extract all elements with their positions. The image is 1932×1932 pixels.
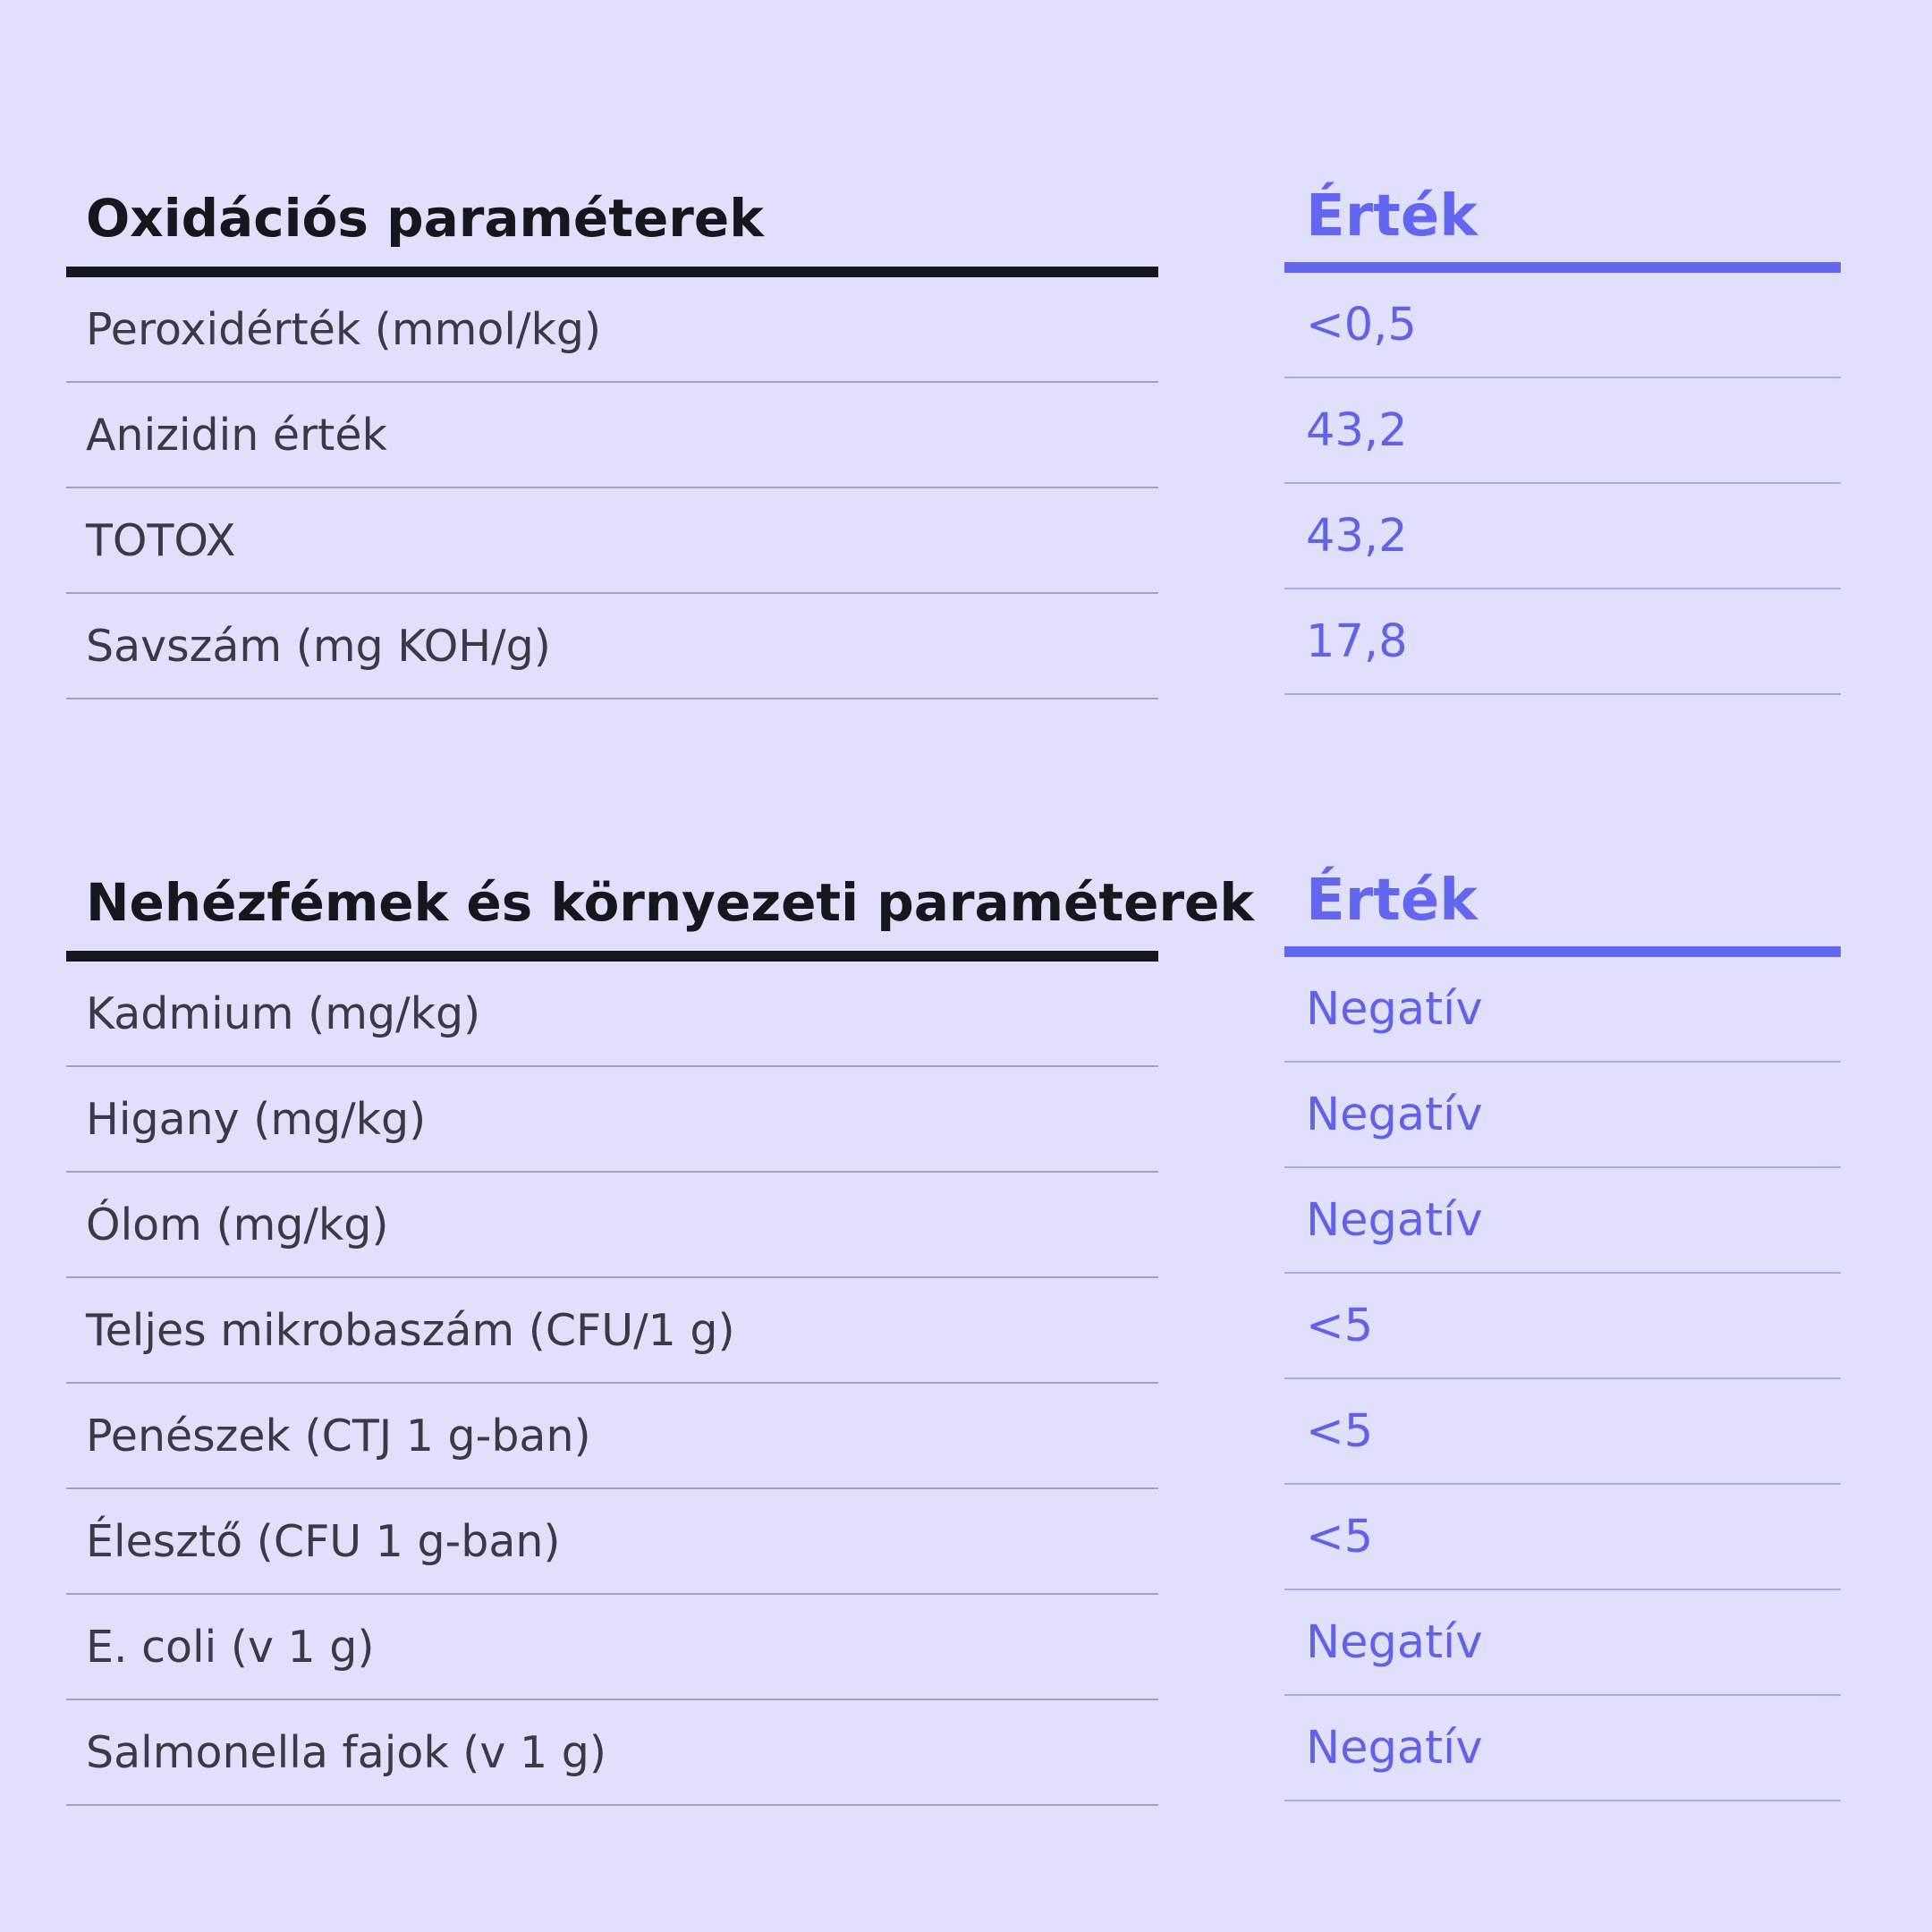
parameter-label: Penészek (CTJ 1 g-ban) [66, 1384, 1158, 1489]
parameter-value: 43,2 [1284, 378, 1841, 484]
parameter-label: Kadmium (mg/kg) [66, 962, 1158, 1067]
parameter-value: <5 [1284, 1485, 1841, 1590]
metals-parameter-column [66, 854, 1254, 1806]
parameter-value: Negatív [1284, 1168, 1841, 1274]
parameter-value: 43,2 [1284, 484, 1841, 589]
parameter-label: Peroxidérték (mmol/kg) [66, 277, 1158, 383]
parameter-label: Higany (mg/kg) [66, 1067, 1158, 1173]
parameter-label: Savszám (mg KOH/g) [66, 594, 1158, 699]
parameter-label: Ólom (mg/kg) [66, 1173, 1158, 1278]
parameter-label: Anizidin érték [66, 383, 1158, 488]
parameter-value: Negatív [1284, 957, 1841, 1063]
oxidation-table-title: Oxidációs paraméterek [66, 170, 1158, 277]
oxidation-value-column [1284, 170, 1841, 695]
parameter-value: Negatív [1284, 1063, 1841, 1168]
parameter-value: Negatív [1284, 1590, 1841, 1696]
metals-value-column [1284, 854, 1841, 1801]
parameter-value: Negatív [1284, 1696, 1841, 1801]
parameter-label: E. coli (v 1 g) [66, 1595, 1158, 1700]
parameter-value: <5 [1284, 1379, 1841, 1485]
parameter-label: TOTOX [66, 488, 1158, 594]
metals-value-header: Érték [1284, 854, 1841, 957]
parameter-label: Salmonella fajok (v 1 g) [66, 1700, 1158, 1806]
parameter-value: <5 [1284, 1274, 1841, 1379]
parameter-value: 17,8 [1284, 589, 1841, 695]
parameter-value: <0,5 [1284, 273, 1841, 378]
oxidation-parameter-column [66, 170, 1158, 699]
parameter-label: Élesztő (CFU 1 g-ban) [66, 1489, 1158, 1595]
parameter-label: Teljes mikrobaszám (CFU/1 g) [66, 1278, 1158, 1384]
oxidation-value-header: Érték [1284, 170, 1841, 273]
metals-table-title: Nehézfémek és környezeti paraméterek [66, 854, 1158, 962]
